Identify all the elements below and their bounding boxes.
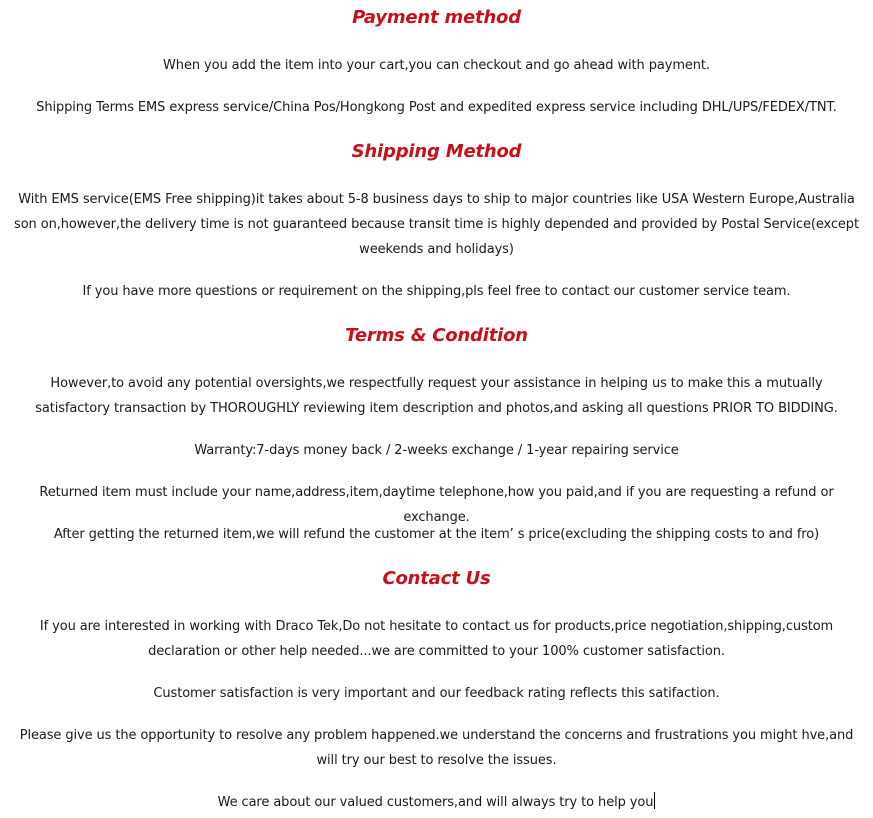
payment-paragraph-1: When you add the item into your cart,you can checkout and go ahead with payment.: [163, 58, 710, 73]
contact-paragraph-4-text: We care about our valued customers,and will always try to help you: [217, 795, 654, 810]
terms-condition-heading: Terms & Condition: [345, 325, 528, 346]
terms-paragraph-4: After getting the returned item,we will refund the customer at the item’ s price(excluding the shipping costs to and fro): [53, 527, 820, 542]
contact-us-heading: Contact Us: [382, 568, 491, 589]
shipping-paragraph-1: With EMS service(EMS Free shipping)it takes about 5-8 business days to ship to major countries like USA Western Europe,Australia son on,however,the delivery time is not guaranteed because transit time is highly depended and provided by Postal Service(except weekends and holidays): [14, 192, 859, 257]
contact-paragraph-4: [14, 790, 859, 815]
contact-paragraph-1: If you are interested in working with Draco Tek,Do not hesitate to contact us for products,price negotiation,shipping,custom declaration or other help needed...we are committed to your 100% customer satisfaction.: [39, 619, 834, 659]
terms-paragraph-2: Warranty:7-days money back / 2-weeks exchange / 1-year repairing service: [194, 443, 679, 458]
shipping-paragraph-2: If you have more questions or requirement on the shipping,pls feel free to contact our customer service team.: [82, 284, 791, 299]
text-cursor: [654, 792, 655, 809]
shipping-method-heading: Shipping Method: [351, 141, 522, 162]
payment-method-heading: Payment method: [352, 7, 521, 28]
payment-paragraph-2: Shipping Terms EMS express service/China Pos/Hongkong Post and expedited express service including DHL/UPS/FEDEX/TNT.: [36, 100, 837, 115]
terms-paragraph-3: Returned item must include your name,address,item,daytime telephone,how you paid,and if you are requesting a refund or exchange.: [39, 485, 834, 525]
terms-paragraph-1: However,to avoid any potential oversights,we respectfully request your assistance in helping us to make this a mutually satisfactory transaction by THOROUGHLY reviewing item description and photos,and asking all questions PRIOR TO BIDDING.: [35, 376, 838, 416]
contact-paragraph-3: Please give us the opportunity to resolve any problem happened.we understand the concerns and frustrations you might hve,and will try our best to resolve the issues.: [19, 728, 854, 768]
contact-paragraph-2: Customer satisfaction is very important and our feedback rating reflects this satifaction.: [153, 686, 720, 701]
